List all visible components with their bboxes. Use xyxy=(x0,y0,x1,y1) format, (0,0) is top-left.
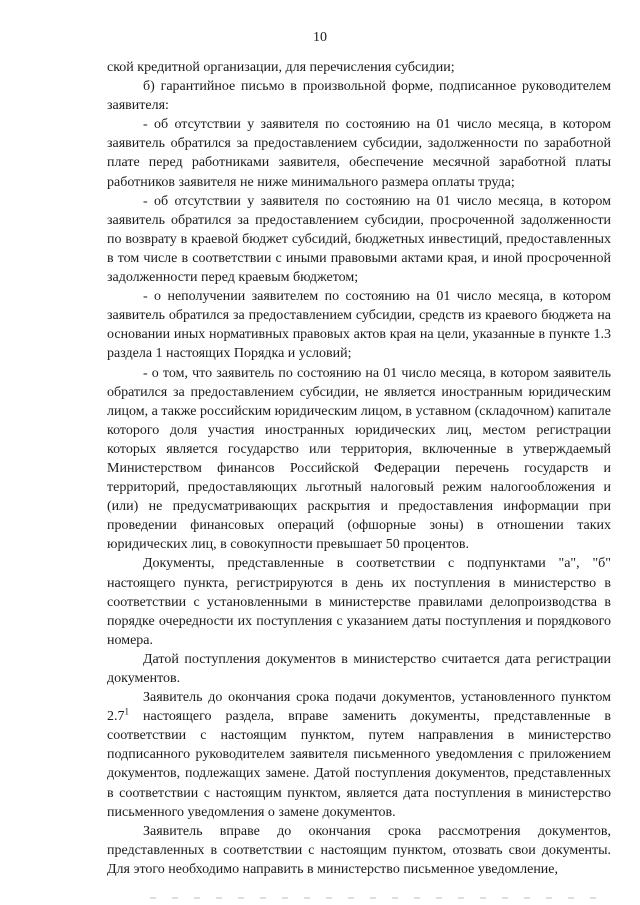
paragraph-document-replacement xyxy=(107,688,611,822)
page-number: 10 xyxy=(313,30,327,45)
replacement-text-end: настоящего раздела, вправе заменить документы, представленные в соответствии с настоящим пунктом, путем направления в министерство подписанного руководителем заявителя письменного уведомления с приложением документов, подлежащих замене. Датой поступления документов, представленных в соответствии с настоящим пунктом, является дата поступления в министерство письменного уведомления о замене документов. xyxy=(107,709,611,820)
paragraph-guarantee-letter: б) гарантийное письмо в произвольной форме, подписанное руководителем заявителя: xyxy=(107,79,611,114)
paragraph-bank-details: ской кредитной организации, для перечисления субсидии; xyxy=(107,60,455,75)
paragraph-no-budget-debt: - об отсутствии у заявителя по состоянию на 01 число месяца, в котором заявитель обратился за предоставлением субсидии, просроченной задолженности по возврату в краевой бюджет субсидий, бюджетных инвестиций, предоставленных в том числе в соответствии с иными правовыми актами края, и иной просроченной задолженности перед краевым бюджетом; xyxy=(107,193,611,286)
scan-artifact xyxy=(150,897,610,899)
paragraph-receipt-date: Датой поступления документов в министерство считается дата регистрации документов. xyxy=(107,651,611,686)
paragraph-no-wage-debt: - об отсутствии у заявителя по состоянию на 01 число месяца, в котором заявитель обратился за предоставлением субсидии, задолженности по заработной плате перед работниками заявителя, обеспечение месячной заработной платы работников заявителя не ниже минимального размера оплаты труда; xyxy=(107,117,611,190)
paragraph-document-withdrawal: Заявитель вправе до окончания срока рассмотрения документов, представленных в соответствии с настоящим пунктом, отозвать свои документы. Для этого необходимо направить в министерство письменное уведомление, xyxy=(107,823,611,877)
paragraph-no-other-funds: - о неполучении заявителем по состоянию на 01 число месяца, в котором заявитель обратился за предоставлением субсидии, средств из краевого бюджета на основании иных нормативных правовых актов края на цели, указанные в пункте 1.3 раздела 1 настоящих Порядка и условий; xyxy=(107,289,611,362)
paragraph-not-foreign-entity: - о том, что заявитель по состоянию на 01 число месяца, в котором заявитель обратился за предоставлением субсидии, не является иностранным юридическим лицом, а также российским юридическим лицом, в уставном (складочном) капитале которого доля участия иностранных юридических лиц, местом регистрации которых является государство или территория, включенные в утверждаемый Министерством финансов Российской Федерации перечень государств и территорий, предоставляющих льготный налоговый режим налогообложения и (или) не предусматривающих раскрытия и предоставления информации при проведении финансовых операций (офшорные зоны) в отношении таких юридических лиц, в совокупности превышает 50 процентов. xyxy=(107,365,611,553)
replacement-text-start: Заявитель до окончания срока подачи документов, установленного пунктом 2.7 xyxy=(107,690,611,725)
paragraph-documents-registration: Документы, представленные в соответствии с подпунктами "а", "б" настоящего пункта, регистрируются в день их поступления в министерство в соответствии с установленными в министерстве правилами делопроизводства в порядке очередности их поступления с указанием даты поступления и порядкового номера. xyxy=(107,556,611,648)
footnote-superscript: 1 xyxy=(124,706,129,717)
document-body xyxy=(107,58,611,879)
